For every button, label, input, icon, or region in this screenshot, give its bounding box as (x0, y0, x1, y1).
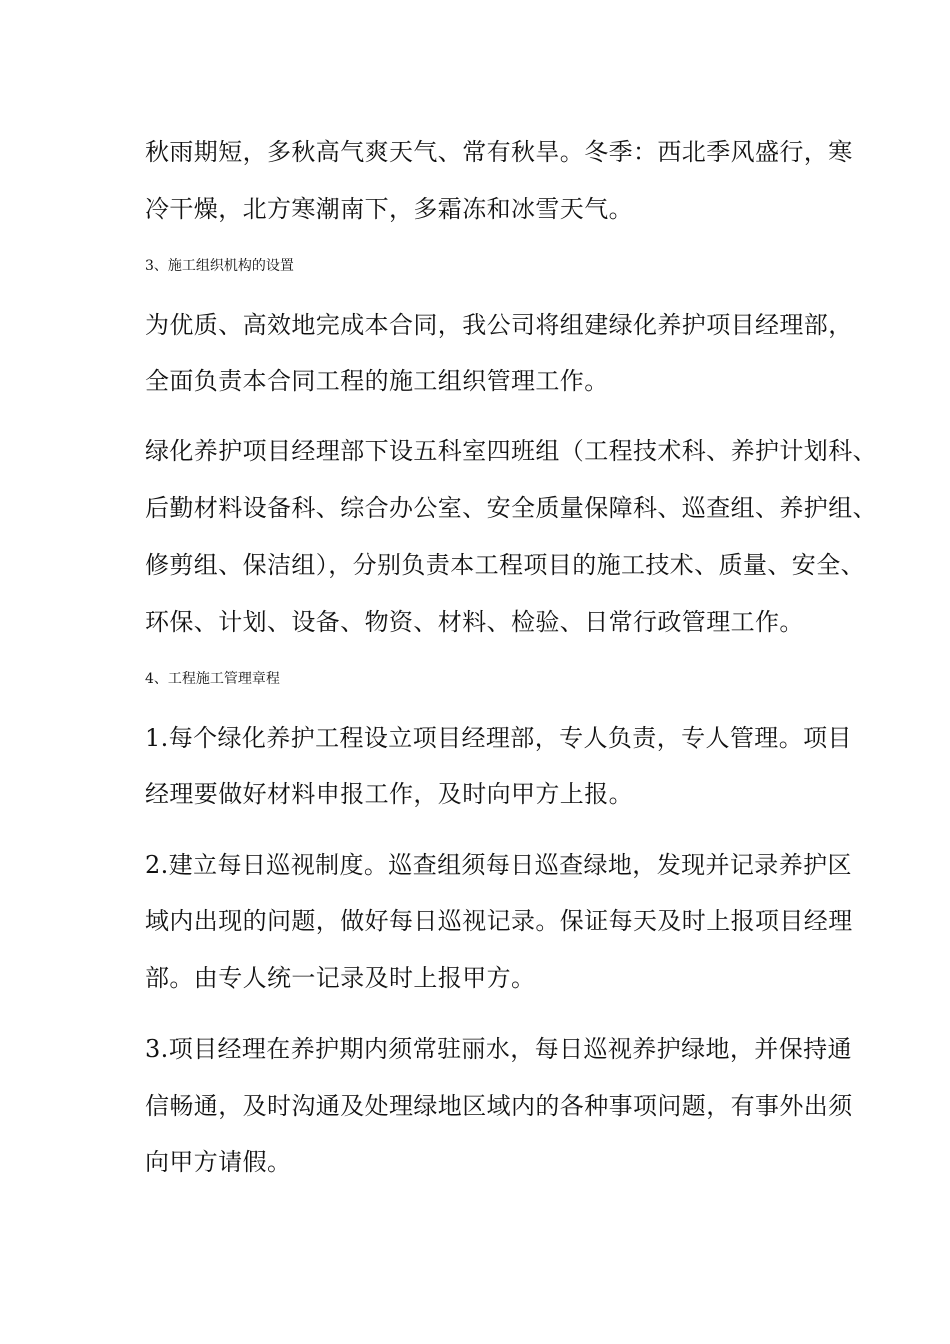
paragraph-departments-line-1: 绿化养护项目经理部下设五科室四班组（工程技术科、养护计划科、 (145, 437, 877, 465)
rule-3-line-1: 3.项目经理在养护期内须常驻丽水，每日巡视养护绿地，并保持通 (145, 1035, 852, 1063)
paragraph-climate-line-2: 冷干燥，北方寒潮南下，多霜冻和冰雪天气。 (145, 195, 633, 223)
paragraph-organization-line-2: 全面负责本合同工程的施工组织管理工作。 (145, 367, 609, 395)
section-heading-organization: 3、施工组织机构的设置 (145, 258, 294, 274)
rule-2-line-3: 部。由专人统一记录及时上报甲方。 (145, 964, 536, 992)
rule-2-line-2: 域内出现的问题，做好每日巡视记录。保证每天及时上报项目经理 (145, 907, 853, 935)
rule-3-line-3: 向甲方请假。 (145, 1148, 292, 1176)
paragraph-departments-line-4: 环保、计划、设备、物资、材料、检验、日常行政管理工作。 (145, 608, 804, 636)
rule-3-line-2: 信畅通，及时沟通及处理绿地区域内的各种事项问题，有事外出须 (145, 1092, 853, 1120)
paragraph-departments-line-2: 后勤材料设备科、综合办公室、安全质量保障科、巡查组、养护组、 (145, 494, 877, 522)
section-heading-management-rules: 4、工程施工管理章程 (145, 671, 280, 687)
rule-1-line-2: 经理要做好材料申报工作，及时向甲方上报。 (145, 780, 633, 808)
paragraph-organization-line-1: 为优质、高效地完成本合同，我公司将组建绿化养护项目经理部， (145, 311, 853, 339)
paragraph-climate-line-1: 秋雨期短，多秋高气爽天气、常有秋旱。冬季：西北季风盛行，寒 (145, 138, 853, 166)
rule-2-line-1: 2.建立每日巡视制度。巡查组须每日巡查绿地，发现并记录养护区 (145, 851, 852, 879)
rule-1-line-1: 1.每个绿化养护工程设立项目经理部，专人负责，专人管理。项目 (145, 724, 852, 752)
paragraph-departments-line-3: 修剪组、保洁组），分别负责本工程项目的施工技术、质量、安全、 (145, 551, 865, 579)
